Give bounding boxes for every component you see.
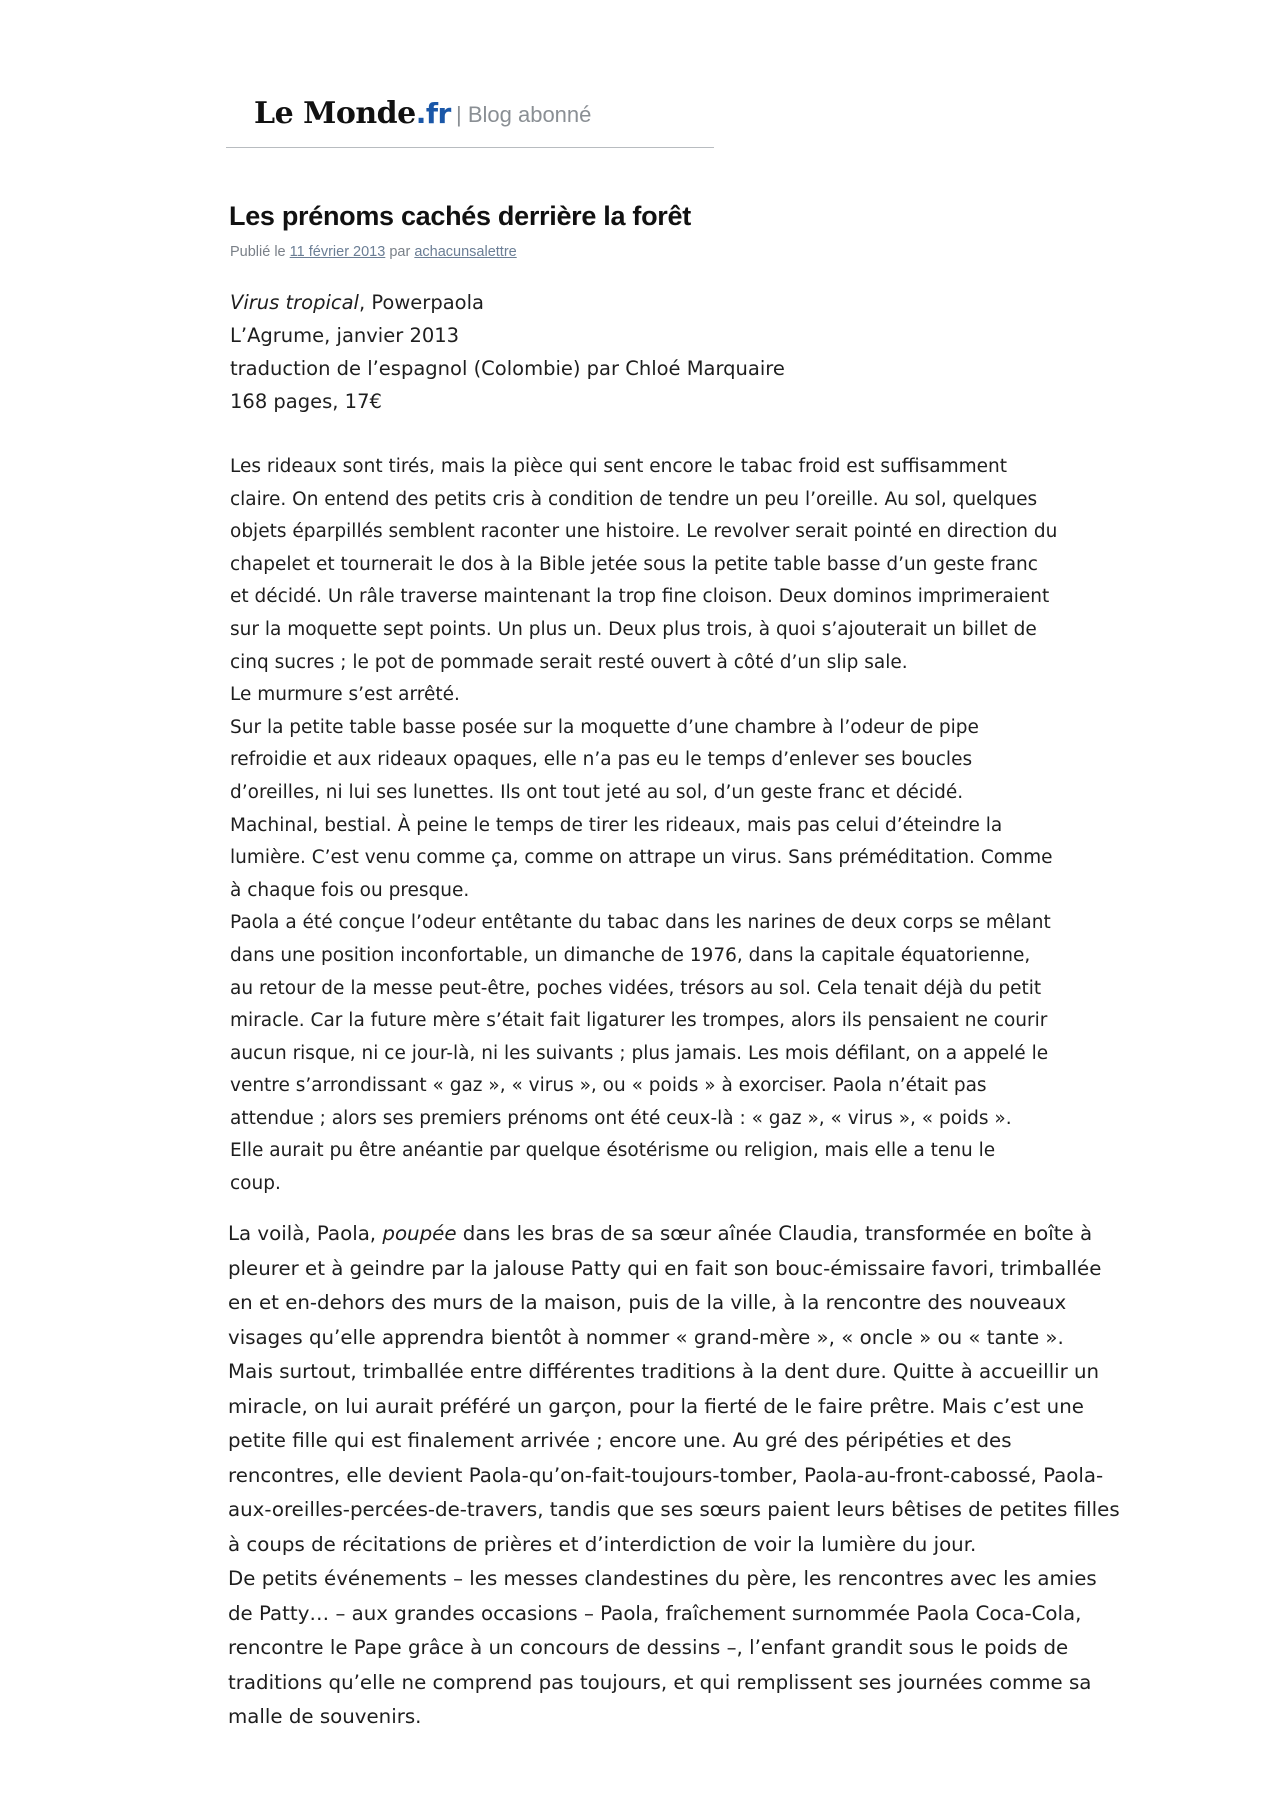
body-line: chapelet et tournerait le dos à la Bible jetée sous la petite table basse d’un geste franc [230,553,1038,575]
body-line: pleurer et à geindre par la jalouse Patty qui en fait son bouc-émissaire favori, trimballée [228,1256,1102,1280]
book-pages-price: 168 pages, 17€ [230,390,382,413]
body-line: Elle aurait pu être anéantie par quelque ésotérisme ou religion, mais elle a tenu le [230,1140,996,1162]
publish-date-link[interactable]: 11 février 2013 [289,244,386,260]
body-line: malle de souvenirs. [228,1705,422,1728]
body-line: d’oreilles, ni lui ses lunettes. Ils ont tout jeté au sol, d’un geste franc et décidé. [230,781,964,803]
body-line: à chaque fois ou presque. [230,879,470,901]
book-title: Virus tropical [230,291,359,314]
body-line: De petits événements – les messes clandestines du père, les rencontres avec les amies [228,1567,1097,1590]
body-line: rencontres, elle devient Paola-qu’on-fait-toujours-tomber, Paola-au-front-cabossé, Paola- [228,1463,1104,1487]
site-header [254,92,714,142]
body-line [228,1217,1178,1252]
book-info [230,286,785,418]
body-line: Les rideaux sont tirés, mais la pièce qui sent encore le tabac froid est suffisamment [230,456,1008,477]
logo-suffix: .fr [415,97,451,130]
blog-tagline: | Blog abonné [456,102,592,127]
body-line: objets éparpillés semblent raconter une histoire. Le revolver serait pointé en direction du [230,521,1058,543]
body-line: et décidé. Un râle traverse maintenant la trop fine cloison. Deux dominos imprimeraient [230,586,1050,608]
body-line: de Patty… – aux grandes occasions – Paola, fraîchement surnommée Paola Coca-Cola, [228,1601,1082,1625]
body-line: sur la moquette sept points. Un plus un. Deux plus trois, à quoi s’ajouterait un billet de [230,618,1037,640]
book-translation: traduction de l’espagnol (Colombie) par Chloé Marquaire [230,357,785,380]
body-line: dans une position inconfortable, un dimanche de 1976, dans la capitale équatorienne, [230,944,1031,966]
body-line: rencontre le Pape grâce à un concours de dessins –, l’enfant grandit sous le poids de [228,1636,1069,1659]
body-line: cinq sucres ; le pot de pommade serait resté ouvert à côté d’un slip sale. [230,651,908,673]
body-line: Le murmure s’est arrêté. [230,684,460,706]
meta-published-label: Publié le [230,244,286,260]
body-line: miracle, on lui aurait préféré un garçon, pour la fierté de le faire prêtre. Mais c’est une [228,1394,1084,1418]
book-author: , Powerpaola [358,291,484,314]
body-line: Machinal, bestial. À peine le temps de tirer les rideaux, mais pas celui d’éteindre la [230,814,1003,836]
article-body-part-1 [230,451,1130,1201]
article-title: Les prénoms cachés derrière la forêt [229,201,691,231]
body-line: refroidie et aux rideaux opaques, elle n’a pas eu le temps d’enlever ses boucles [230,749,973,771]
logo-wordmark: Le Monde [254,96,416,131]
article-body-part-2 [228,1217,1178,1735]
body-line: au retour de la messe peut-être, poches vidées, trésors au sol. Cela tenait déjà du petit [230,977,1042,999]
author-link[interactable]: achacunsalettre [414,244,517,260]
body-line: attendue ; alors ses premiers prénoms ont été ceux-là : « gaz », « virus », « poids ». [230,1107,1012,1129]
meta-by-label: par [389,244,411,260]
book-publisher: L’Agrume, janvier 2013 [230,324,460,347]
body-line: Sur la petite table basse posée sur la moquette d’une chambre à l’odeur de pipe [230,716,979,738]
header-divider [226,147,714,148]
body-line: en et en-dehors des murs de la maison, puis de la ville, à la rencontre des nouveaux [228,1291,1067,1314]
body-line: aucun risque, ni ce jour-là, ni les suivants ; plus jamais. Les mois défilant, on a appelé le [230,1042,1049,1064]
body-line: petite fille qui est finalement arrivée ; encore une. Au gré des péripéties et des [228,1429,1012,1452]
book-title-line [230,286,785,319]
body-line: traditions qu’elle ne comprend pas toujours, et qui remplissent ses journées comme sa [228,1670,1092,1694]
body-line: à coups de récitations de prières et d’interdiction de voir la lumière du jour. [228,1532,977,1556]
body-text: dans les bras de sa sœur aînée Claudia, transformée en boîte à [456,1222,1093,1245]
body-line: visages qu’elle apprendra bientôt à nommer « grand-mère », « oncle » ou « tante ». [228,1325,1064,1349]
article-meta [230,244,517,260]
le-monde-logo[interactable] [254,96,451,131]
body-line: aux-oreilles-percées-de-travers, tandis que ses sœurs paient leurs bêtises de petites filles [228,1498,1120,1521]
body-line: Paola a été conçue l’odeur entêtante du tabac dans les narines de deux corps se mêlant [230,912,1051,934]
body-text: La voilà, Paola, [228,1222,383,1245]
body-line: claire. On entend des petits cris à condition de tendre un peu l’oreille. Au sol, quelques [230,488,1038,510]
body-line: ventre s’arrondissant « gaz », « virus », ou « poids » à exorciser. Paola n’était pas [230,1075,987,1097]
body-emphasis: poupée [382,1222,457,1245]
body-line: coup. [230,1173,281,1195]
body-line: miracle. Car la future mère s’était fait ligaturer les trompes, alors ils pensaient ne courir [230,1010,1048,1032]
body-line: lumière. C’est venu comme ça, comme on attrape un virus. Sans préméditation. Comme [230,847,1053,869]
body-line: Mais surtout, trimballée entre différentes traditions à la dent dure. Quitte à accueillir un [228,1360,1100,1383]
